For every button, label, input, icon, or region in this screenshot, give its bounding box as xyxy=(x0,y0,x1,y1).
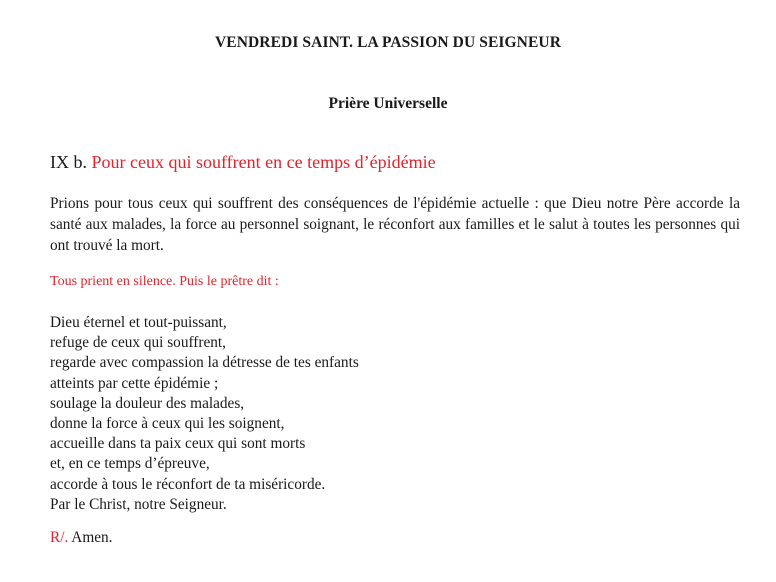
response-line xyxy=(50,529,112,547)
prayer-line: Par le Christ, notre Seigneur. xyxy=(50,495,227,513)
section-number: IX b. xyxy=(50,152,87,172)
prayer-line: Dieu éternel et tout-puissant, xyxy=(50,314,227,331)
document-title: VENDREDI SAINT. LA PASSION DU SEIGNEUR xyxy=(214,34,562,51)
prayer-line: et, en ce temps d’épreuve, xyxy=(50,455,210,473)
prayer-text xyxy=(50,313,359,515)
prayer-line: accueille dans ta paix ceux qui sont morts xyxy=(50,435,306,453)
prayer-line: soulage la douleur des malades, xyxy=(50,394,245,412)
prayer-line: accorde à tous le réconfort de ta miséricorde. xyxy=(50,475,326,493)
intro-paragraph: Prions pour tous ceux qui souffrent des conséquences de l'épidémie actuelle : que Dieu notre Père accorde la santé aux malades, la force au personnel soignant, le réconfort aux familles et le salut à toutes les personnes qui ont trouvé la mort. xyxy=(50,195,740,254)
section-heading xyxy=(50,152,436,173)
section-title: Pour ceux qui souffrent en ce temps d’épidémie xyxy=(91,152,436,172)
prayer-line: donne la force à ceux qui les soignent, xyxy=(50,415,285,433)
response-text: Amen. xyxy=(71,529,113,546)
prayer-line: regarde avec compassion la détresse de tes enfants xyxy=(50,354,359,372)
prayer-line: atteints par cette épidémie ; xyxy=(50,374,219,392)
document-subtitle: Prière Universelle xyxy=(328,95,448,112)
prayer-line: refuge de ceux qui souffrent, xyxy=(50,334,226,352)
rubric-text: Tous prient en silence. Puis le prêtre dit : xyxy=(50,274,279,289)
response-marker: R/. xyxy=(50,529,69,546)
